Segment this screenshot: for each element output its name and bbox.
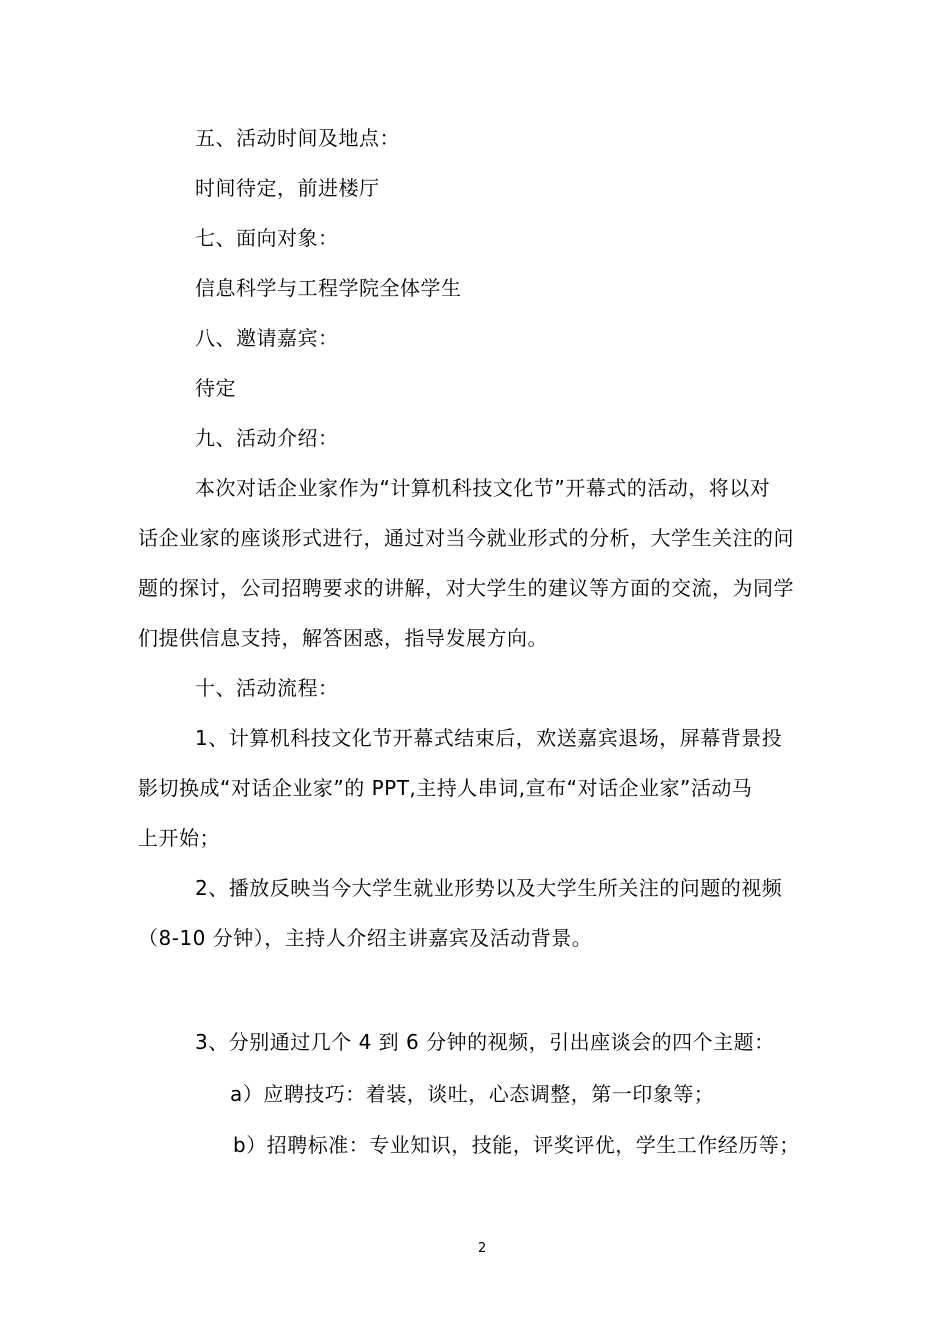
process-step-line: 2、播放反映当今大学生就业形势以及大学生所关注的问题的视频 bbox=[195, 876, 783, 900]
intro-line: 们提供信息支持，解答困惑，指导发展方向。 bbox=[138, 626, 548, 650]
guests-heading: 八、邀请嘉宾： bbox=[195, 326, 339, 350]
topic-a: a）应聘技巧：着装，谈吐，心态调整，第一印象等； bbox=[230, 1082, 715, 1106]
process-heading: 十、活动流程： bbox=[195, 676, 339, 700]
guests-value: 待定 bbox=[195, 376, 236, 400]
audience-value: 信息科学与工程学院全体学生 bbox=[195, 276, 462, 300]
intro-line: 话企业家的座谈形式进行，通过对当今就业形式的分析，大学生关注的问 bbox=[138, 526, 794, 550]
process-step-line: 上开始； bbox=[138, 826, 220, 850]
page-number: 2 bbox=[478, 1241, 487, 1256]
intro-line: 题的探讨，公司招聘要求的讲解，对大学生的建议等方面的交流，为同学 bbox=[138, 576, 794, 600]
process-step-line: （8-10 分钟），主持人介绍主讲嘉宾及活动背景。 bbox=[138, 926, 593, 950]
topic-b: b）招聘标准：专业知识，技能，评奖评优，学生工作经历等； bbox=[233, 1133, 800, 1157]
intro-line: 本次对话企业家作为“计算机科技文化节”开幕式的活动，将以对 bbox=[195, 476, 771, 500]
intro-heading: 九、活动介绍： bbox=[195, 426, 339, 450]
process-step-line: 1、计算机科技文化节开幕式结束后，欢送嘉宾退场，屏幕背景投 bbox=[195, 726, 783, 750]
process-step-line: 3、分别通过几个 4 到 6 分钟的视频，引出座谈会的四个主题： bbox=[195, 1030, 775, 1054]
audience-heading: 七、面向对象： bbox=[195, 226, 339, 250]
process-step-line: 影切换成“对话企业家”的 PPT,主持人串词,宣布“对话企业家”活动马 bbox=[138, 776, 753, 800]
time-place-value: 时间待定，前进楼厅 bbox=[195, 176, 380, 200]
time-place-heading: 五、活动时间及地点： bbox=[195, 126, 400, 150]
